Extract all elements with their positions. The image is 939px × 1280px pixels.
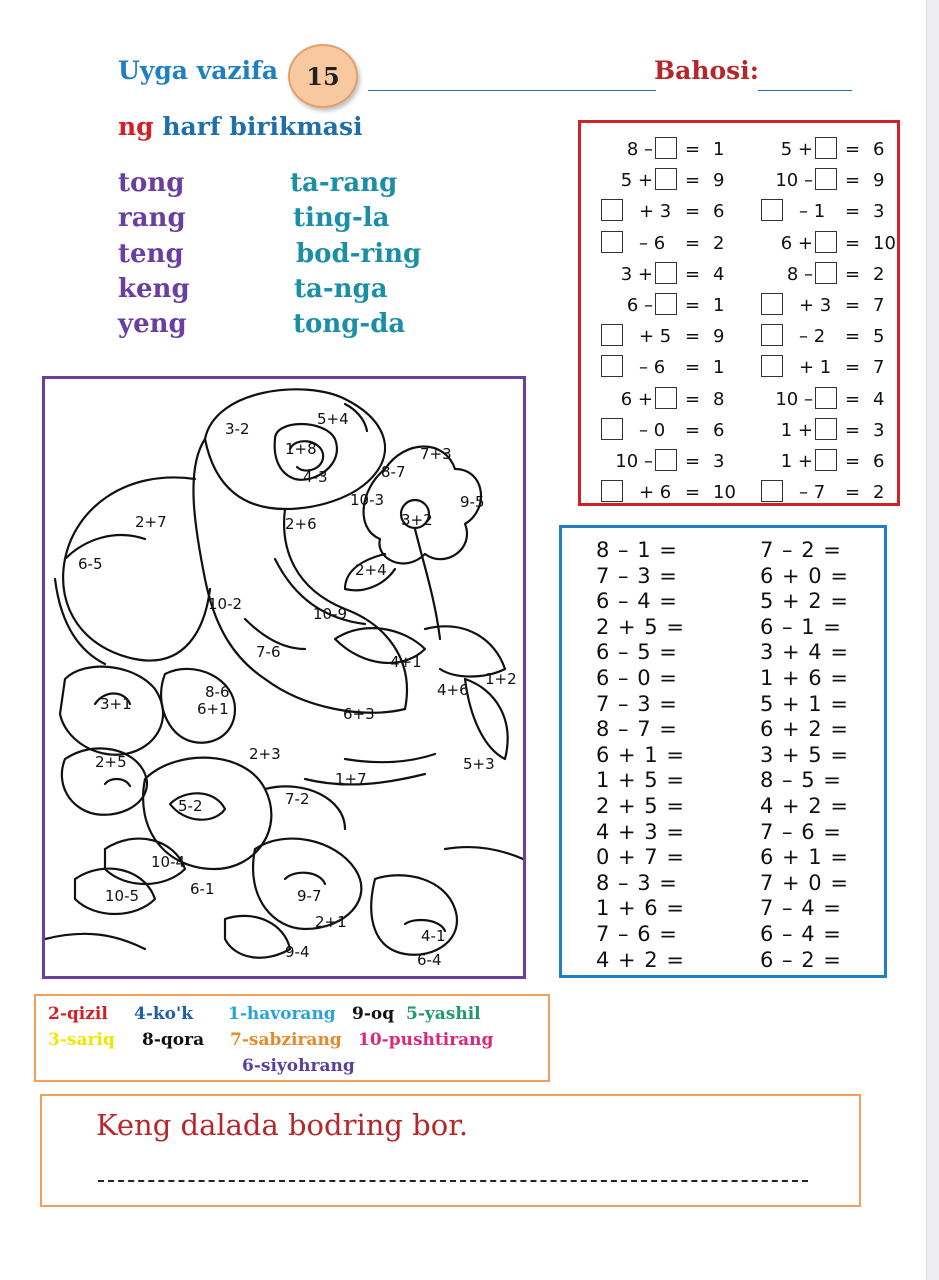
picture-label: 1+8 [285,440,317,458]
picture-label: 8-7 [381,463,406,481]
answer-square[interactable] [815,387,837,409]
equals-sign: = [845,419,861,441]
equation-result: 3 [873,201,885,223]
missing-number-equation [747,262,897,288]
equation-result: 6 [713,201,725,223]
equation-result: 9 [873,170,885,192]
equals-sign: = [685,263,701,285]
sum-exercise: 3 + 5 = [760,742,849,767]
topic-rest: harf birikmasi [153,112,363,141]
picture-label: 10-9 [313,605,348,623]
equals-sign: = [845,201,861,223]
answer-square[interactable] [761,355,783,377]
equals-sign: = [845,388,861,410]
missing-number-equation [747,355,897,381]
word-left: tong [118,168,185,198]
equals-sign: = [845,326,861,348]
picture-label: 10-5 [105,887,140,905]
missing-number-equation [587,355,737,381]
grade-line [758,90,852,91]
equals-sign: = [685,482,701,504]
picture-label: 7+3 [420,445,452,463]
answer-square[interactable] [815,449,837,471]
answer-square[interactable] [761,480,783,502]
name-line [368,90,656,91]
equation-result: 7 [873,357,885,379]
sum-exercise: 6 + 0 = [760,563,849,588]
picture-label: 10-4 [151,853,186,871]
sum-exercise: 6 – 0 = [596,666,678,690]
legend-item: 5-yashil [406,1004,481,1024]
answer-square[interactable] [761,324,783,346]
sum-exercise: 7 – 3 = [596,563,678,588]
sum-exercise: 6 + 2 = [760,717,849,742]
equation-operand: 6 – [626,295,653,316]
equals-sign: = [845,232,861,254]
answer-square[interactable] [761,199,783,221]
equation-result: 1 [713,139,725,160]
word-left: keng [118,274,190,304]
sums-box [559,525,887,978]
picture-label: 6+3 [343,705,375,723]
equation-result: 4 [713,263,725,285]
picture-label: 3+1 [100,695,132,713]
equals-sign: = [845,451,861,472]
copy-sentence-box [40,1094,861,1207]
picture-label: 1+2 [485,670,517,688]
missing-number-equation [587,480,737,506]
equation-result: 10 [713,482,736,504]
sum-exercise: 7 – 2 = [760,538,842,562]
equation-operand: + 6 [639,482,672,504]
word-right: ta-rang [290,168,398,198]
equation-result: 3 [873,419,885,441]
missing-number-equation [747,168,897,194]
equation-operand: 8 – [786,263,813,285]
equals-sign: = [845,139,861,160]
missing-number-equation [747,199,897,225]
equation-operand: 3 + [620,263,653,285]
word-left: rang [118,203,186,233]
equation-operand: + 5 [639,326,672,348]
legend-item: 7-sabzirang [230,1030,342,1050]
sum-exercise: 8 – 3 = [596,870,678,895]
picture-label: 6-5 [78,555,103,573]
equation-result: 4 [873,388,885,410]
sum-exercise: 3 + 4 = [760,640,849,665]
missing-number-equation [587,231,737,257]
equation-operand: – 6 [639,232,666,254]
equals-sign: = [685,139,701,160]
equals-sign: = [685,451,701,472]
equation-result: 1 [713,357,725,379]
topic-title [118,112,363,141]
answer-square[interactable] [655,168,677,190]
missing-number-equation [587,418,737,444]
topic-highlight: ng [118,112,154,141]
sum-exercise: 1 + 5 = [596,768,685,793]
equation-operand: – 7 [799,482,826,504]
picture-label: 8-6 [205,683,230,701]
equation-operand: + 3 [799,295,832,316]
equation-operand: 8 – [626,139,653,160]
missing-number-equation [587,293,737,319]
answer-square[interactable] [601,480,623,502]
equation-operand: 5 + [780,139,813,160]
picture-label: 7-2 [285,790,310,808]
picture-label: 5+3 [463,755,495,773]
equation-result: 7 [873,295,885,316]
picture-label: 10-3 [350,491,385,509]
sum-exercise: 0 + 7 = [596,845,685,870]
answer-square[interactable] [761,293,783,315]
equation-result: 5 [873,326,885,348]
answer-square[interactable] [815,137,837,159]
missing-number-equation [747,480,897,506]
picture-label: 6-4 [417,951,442,969]
picture-label: 4+1 [390,653,422,671]
equation-result: 6 [873,451,885,472]
equation-operand: – 1 [799,201,826,223]
missing-number-equation [587,137,737,163]
equals-sign: = [845,295,861,316]
picture-label: 2+1 [315,913,347,931]
picture-label: 2+7 [135,513,167,531]
missing-number-equation [587,262,737,288]
sum-exercise: 7 – 6 = [596,922,678,946]
legend-item: 2-qizil [48,1004,108,1024]
lesson-number-badge: 15 [288,44,358,108]
color-legend [34,994,550,1082]
picture-label: 4-1 [421,927,446,945]
equals-sign: = [685,232,701,254]
sum-exercise: 7 – 6 = [760,819,842,844]
word-right: bod-ring [296,239,422,269]
equals-sign: = [685,295,701,316]
sum-exercise: 6 – 1 = [760,614,842,639]
missing-number-equation [587,324,737,350]
sum-exercise: 1 + 6 = [760,666,849,690]
equation-result: 1 [713,295,725,316]
equation-operand: – 6 [639,357,666,379]
answer-square[interactable] [601,231,623,253]
answer-square[interactable] [655,387,677,409]
answer-square[interactable] [655,137,677,159]
word-left: teng [118,239,184,269]
sum-exercise: 8 – 5 = [760,768,842,793]
equals-sign: = [845,170,861,192]
sum-exercise: 4 + 2 = [596,947,685,972]
sum-exercise: 7 – 4 = [760,896,842,921]
answer-square[interactable] [815,231,837,253]
writing-line[interactable] [98,1180,808,1182]
equation-operand: 6 + [620,388,653,410]
sum-exercise: 4 + 3 = [596,819,685,844]
answer-square[interactable] [815,418,837,440]
equation-operand: 1 + [780,419,813,441]
equals-sign: = [845,357,861,379]
sum-exercise: 2 + 5 = [596,794,685,818]
equation-result: 10 [873,232,896,254]
missing-number-equation [587,199,737,225]
homework-title: Uyga vazifa [118,56,279,85]
equation-operand: – 2 [799,326,826,348]
sum-exercise: 6 – 4 = [596,589,678,614]
equation-operand: 5 + [620,170,653,192]
answer-square[interactable] [815,262,837,284]
word-right: ting-la [293,203,390,233]
equation-operand: 10 – [775,170,813,192]
missing-number-equation [747,231,897,257]
equation-result: 9 [713,326,725,348]
picture-label: 3+2 [401,511,433,529]
answer-square[interactable] [655,293,677,315]
sentence-text: Keng dalada bodring bor. [96,1108,469,1142]
equals-sign: = [845,263,861,285]
word-right: tong-da [293,309,406,339]
picture-label: 4+6 [437,681,469,699]
equation-result: 6 [713,419,725,441]
equals-sign: = [685,357,701,379]
picture-label: 5-2 [178,797,203,815]
picture-label: 9-5 [460,493,485,511]
legend-item: 8-qora [142,1030,205,1050]
equation-result: 8 [713,388,725,410]
grade-label: Bahosi: [654,56,759,85]
equation-result: 2 [873,482,885,504]
equation-operand: + 1 [799,357,832,379]
picture-label: 7-6 [256,643,281,661]
sum-exercise: 6 + 1 = [596,742,685,767]
equation-operand: – 0 [639,419,666,441]
equals-sign: = [685,170,701,192]
sum-exercise: 7 – 3 = [596,691,678,716]
missing-number-equation [587,168,737,194]
word-left: yeng [118,309,187,339]
missing-number-equation [747,137,897,163]
equals-sign: = [845,482,861,504]
picture-label: 1+7 [335,770,367,788]
sum-exercise: 8 – 7 = [596,717,678,742]
equation-result: 2 [873,263,885,285]
sum-exercise: 6 + 1 = [760,845,849,870]
picture-label: 5+4 [317,410,349,428]
equals-sign: = [685,419,701,441]
equation-result: 2 [713,232,725,254]
legend-item: 10-pushtirang [358,1030,494,1050]
missing-number-equation [587,449,737,475]
picture-label: 2+4 [355,561,387,579]
answer-square[interactable] [601,355,623,377]
missing-number-equation [747,418,897,444]
equation-operand: 1 + [780,451,813,472]
equation-result: 6 [873,139,885,160]
answer-square[interactable] [601,199,623,221]
coloring-picture [42,376,526,979]
sum-exercise: 7 + 0 = [760,870,849,895]
equals-sign: = [685,388,701,410]
missing-number-box [578,120,900,506]
page-edge [926,0,939,1280]
equals-sign: = [685,326,701,348]
legend-item: 9-oq [352,1004,395,1024]
answer-square[interactable] [655,262,677,284]
sum-exercise: 6 – 2 = [760,947,842,972]
missing-number-equation [747,293,897,319]
equation-operand: 6 + [780,232,813,254]
legend-item: 1-havorang [228,1004,336,1024]
missing-number-equation [747,324,897,350]
picture-label: 2+5 [95,753,127,771]
equation-operand: 10 – [615,451,653,472]
answer-square[interactable] [601,324,623,346]
missing-number-equation [587,387,737,413]
coloring-drawing [45,379,523,976]
picture-label: 2+3 [249,745,281,763]
picture-label: 3-2 [225,420,250,438]
sum-exercise: 4 + 2 = [760,794,849,818]
legend-item: 4-ko'k [134,1004,193,1024]
legend-item: 3-sariq [48,1030,115,1050]
word-right: ta-nga [294,274,388,304]
answer-square[interactable] [655,449,677,471]
sum-exercise: 1 + 6 = [596,896,685,921]
sum-exercise: 5 + 2 = [760,589,849,614]
equals-sign: = [685,201,701,223]
sum-exercise: 6 – 5 = [596,640,678,665]
sum-exercise: 8 – 1 = [596,538,678,562]
sum-exercise: 5 + 1 = [760,691,849,716]
equation-operand: + 3 [639,201,672,223]
picture-label: 2+6 [285,515,317,533]
picture-label: 10-2 [208,595,243,613]
equation-operand: 10 – [775,388,813,410]
legend-item: 6-siyohrang [242,1056,355,1076]
picture-label: 6+1 [197,700,229,718]
equation-result: 9 [713,170,725,192]
sum-exercise: 6 – 4 = [760,922,842,946]
answer-square[interactable] [601,418,623,440]
picture-label: 6-1 [190,880,215,898]
picture-label: 9-7 [297,887,322,905]
picture-label: 9-4 [285,943,310,961]
missing-number-equation [747,449,897,475]
missing-number-equation [747,387,897,413]
picture-label: 4-3 [303,468,328,486]
sum-exercise: 2 + 5 = [596,614,685,639]
answer-square[interactable] [815,168,837,190]
equation-result: 3 [713,451,725,472]
